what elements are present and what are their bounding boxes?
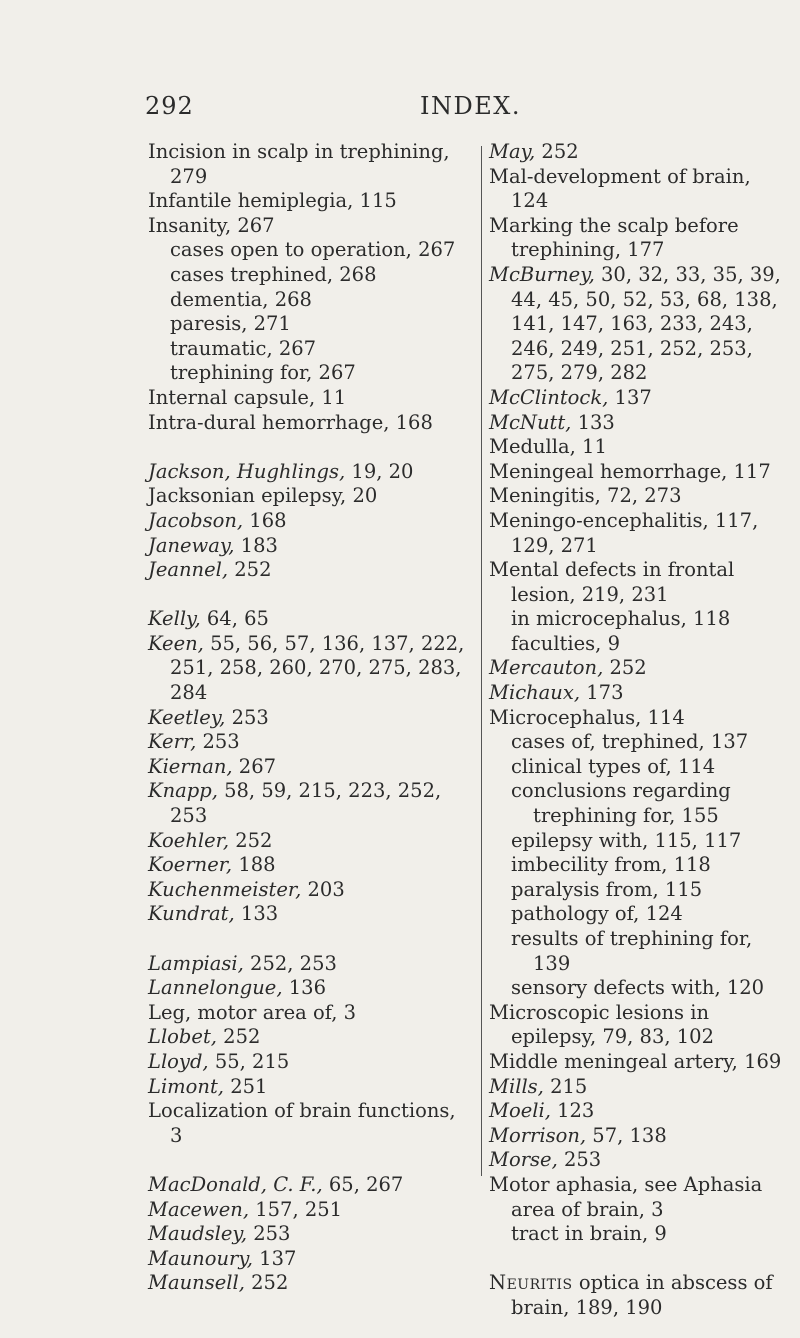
- author-name: Janeway,: [148, 533, 235, 557]
- author-name: Morse,: [489, 1148, 558, 1172]
- index-entry: [148, 902, 468, 927]
- index-entry: [148, 829, 468, 854]
- page-refs: 253: [557, 1148, 602, 1172]
- index-entry: Microcephalus, 114: [489, 705, 685, 729]
- index-entry: Marking the scalp before trephining, 177: [489, 213, 739, 262]
- page-refs: 252: [603, 656, 647, 680]
- index-subentry: pathology of, 124: [511, 902, 683, 926]
- index-entry: [148, 976, 468, 1001]
- entry-gap: [148, 1148, 468, 1173]
- page-refs: 252: [535, 140, 579, 163]
- index-entry: [489, 681, 794, 706]
- index-entry: [148, 1222, 468, 1247]
- index-subentry: cases open to operation, 267: [170, 238, 456, 262]
- index-subentry: trephining for, 267: [170, 361, 356, 385]
- author-name: Maunsell,: [148, 1271, 245, 1295]
- page-refs: 252: [216, 1025, 261, 1049]
- index-entry: Meningo-encephalitis, 117, 129, 271: [489, 508, 759, 557]
- page-refs: 133: [234, 902, 279, 926]
- page-refs: 252: [229, 828, 273, 852]
- index-entry: [148, 1198, 468, 1223]
- index-entry: [148, 706, 468, 731]
- page-number: 292: [145, 92, 194, 120]
- index-entry: [148, 1075, 468, 1100]
- index-entry: [489, 1271, 794, 1320]
- index-entry: [148, 509, 468, 534]
- page-refs: 133: [571, 410, 615, 434]
- author-name: McNutt,: [489, 410, 572, 434]
- author-name: May,: [489, 140, 536, 163]
- index-entry: [148, 1050, 468, 1075]
- page-refs: 30, 32, 33, 35, 39, 44, 45, 50, 52, 53, 68, 138, 141, 147, 163, 233, 243, 246, 249, 251, 252, 253, 275, 279, 282: [511, 262, 781, 385]
- page-refs: 55, 56, 57, 136, 137, 222, 251, 258, 260, 270, 275, 283, 284: [170, 631, 465, 705]
- index-entry: [489, 1148, 794, 1173]
- index-entry: Mental defects in frontal lesion, 219, 231: [489, 558, 735, 606]
- index-subentry: epilepsy with, 115, 117: [511, 828, 742, 852]
- page-refs: 252: [244, 1271, 289, 1295]
- index-subentry: paralysis from, 115: [511, 877, 703, 901]
- right-index-column: [489, 140, 794, 1321]
- index-entry: Jacksonian epilepsy, 20: [148, 484, 378, 508]
- index-entry: [148, 534, 468, 559]
- author-name: Maunoury,: [148, 1246, 253, 1270]
- author-name: Jacobson,: [148, 508, 244, 532]
- index-subentry: clinical types of, 114: [511, 754, 716, 778]
- index-entry: Intra-dural hemorrhage, 168: [148, 410, 433, 434]
- index-subentry: sensory defects with, 120: [511, 976, 765, 1000]
- index-entry: [148, 952, 468, 977]
- index-entry: Localization of brain functions, 3: [148, 1099, 456, 1147]
- index-entry: Middle meningeal artery, 169: [489, 1049, 782, 1073]
- author-name: Koehler,: [148, 828, 230, 852]
- author-name: Mills,: [489, 1074, 544, 1098]
- author-name: Morrison,: [489, 1123, 587, 1147]
- author-name: Lannelongue,: [148, 976, 283, 1000]
- index-entry: [148, 558, 468, 583]
- page-refs: 64, 65: [200, 607, 269, 631]
- author-name: Mercauton,: [489, 656, 604, 680]
- index-entry: Insanity, 267: [148, 213, 275, 237]
- index-entry: [489, 140, 794, 165]
- page-refs: 203: [301, 877, 345, 901]
- author-name: Kuchenmeister,: [148, 877, 302, 901]
- index-entry: Internal capsule, 11: [148, 385, 347, 409]
- page-refs: 188: [232, 853, 276, 877]
- index-entry: Meningitis, 72, 273: [489, 484, 682, 508]
- entry-text: optica in abscess of brain, 189, 190: [511, 1271, 773, 1319]
- index-entry: Medulla, 11: [489, 435, 607, 459]
- index-entry: [489, 1124, 794, 1149]
- index-entry: [489, 656, 794, 681]
- index-entry: Meningeal hemorrhage, 117: [489, 459, 771, 483]
- index-entry: Motor aphasia, see Aphasia: [489, 1172, 763, 1196]
- index-entry: [148, 607, 468, 632]
- page-refs: 137: [608, 385, 652, 409]
- page-refs: 253: [247, 1222, 291, 1246]
- author-name: Kundrat,: [148, 902, 235, 926]
- author-name: Lloyd,: [148, 1049, 209, 1073]
- index-entry: [148, 755, 468, 780]
- page-refs: 55, 215: [208, 1049, 290, 1073]
- index-entry: [148, 632, 468, 706]
- index-entry: [148, 1025, 468, 1050]
- page-refs: 251: [224, 1074, 268, 1098]
- author-name: Koerner,: [148, 853, 233, 877]
- index-entry: [148, 878, 468, 903]
- author-name: Kelly,: [148, 607, 201, 631]
- running-head: INDEX.: [420, 92, 521, 120]
- index-subentry: tract in brain, 9: [511, 1222, 667, 1246]
- index-subentry: in microcephalus, 118: [511, 607, 731, 631]
- page-refs: 173: [580, 681, 624, 705]
- index-entry: Microscopic lesions in epilepsy, 79, 83, 102: [489, 1000, 714, 1049]
- page-refs: 168: [243, 508, 287, 532]
- author-name: Kiernan,: [148, 754, 233, 778]
- index-entry: [489, 386, 794, 411]
- index-entry: [148, 460, 468, 485]
- index-entry: [489, 1075, 794, 1100]
- index-subentry: paresis, 271: [170, 312, 291, 336]
- index-subentry: traumatic, 267: [170, 336, 317, 360]
- author-name: Jackson, Hughlings,: [148, 459, 346, 483]
- page-refs: 19, 20: [345, 459, 414, 483]
- author-name: Michaux,: [489, 681, 581, 705]
- index-entry: [489, 263, 794, 386]
- entry-gap: [489, 1247, 794, 1272]
- page-refs: 57, 138: [586, 1123, 667, 1147]
- author-name: Keen,: [148, 631, 204, 655]
- index-subentry: dementia, 268: [170, 287, 312, 311]
- author-name: McBurney,: [489, 262, 595, 286]
- index-subentry: results of trephining for, 139: [511, 927, 753, 975]
- author-name: Llobet,: [148, 1025, 217, 1049]
- page-refs: 253: [196, 730, 240, 754]
- index-subentry: faculties, 9: [511, 631, 620, 655]
- page-refs: 215: [543, 1074, 588, 1098]
- page-refs: 123: [550, 1099, 595, 1123]
- page-refs: 252: [228, 558, 272, 582]
- page-header: [0, 92, 800, 132]
- index-entry: [148, 1271, 468, 1296]
- author-name: Kerr,: [148, 730, 197, 754]
- index-entry: [148, 1247, 468, 1272]
- index-entry: Infantile hemiplegia, 115: [148, 189, 397, 213]
- page-refs: 137: [252, 1246, 297, 1270]
- heading-word: Neuritis: [489, 1271, 573, 1295]
- column-divider: [481, 146, 482, 1176]
- author-name: Maudsley,: [148, 1222, 248, 1246]
- index-entry: [489, 1099, 794, 1124]
- index-subentry: cases of, trephined, 137: [511, 730, 749, 754]
- entry-gap: [148, 435, 468, 460]
- index-subentry: imbecility from, 118: [511, 853, 711, 877]
- index-entry: [489, 411, 794, 436]
- page-refs: 65, 267: [322, 1172, 404, 1196]
- author-name: Knapp,: [148, 779, 218, 803]
- page-refs: 252, 253: [243, 951, 337, 975]
- left-index-column: [148, 140, 468, 1296]
- entry-gap: [148, 927, 468, 952]
- index-subentry: conclusions regarding trephining for, 155: [511, 779, 731, 828]
- author-name: Limont,: [148, 1074, 225, 1098]
- page-refs: 183: [234, 533, 278, 557]
- page-refs: 267: [232, 754, 277, 778]
- author-name: MacDonald, C. F.,: [148, 1172, 323, 1196]
- index-entry: Mal-development of brain, 124: [489, 164, 751, 213]
- page-refs: 136: [282, 976, 326, 1000]
- index-entry: [148, 730, 468, 755]
- author-name: Moeli,: [489, 1099, 551, 1123]
- author-name: Lampiasi,: [148, 951, 244, 975]
- page-refs: 253: [225, 705, 269, 729]
- page-refs: 157, 251: [249, 1197, 343, 1221]
- index-entry: Incision in scalp in trephining, 279: [148, 140, 450, 188]
- author-name: Jeannel,: [148, 558, 229, 582]
- index-entry: [148, 779, 468, 828]
- index-entry: Leg, motor area of, 3: [148, 1000, 357, 1024]
- index-entry: [148, 853, 468, 878]
- index-subentry: cases trephined, 268: [170, 262, 377, 286]
- page-refs: 58, 59, 215, 223, 252, 253: [170, 779, 442, 828]
- author-name: Macewen,: [148, 1197, 250, 1221]
- index-subentry: area of brain, 3: [511, 1197, 664, 1221]
- entry-gap: [148, 583, 468, 608]
- index-entry: [148, 1173, 468, 1198]
- author-name: Keetley,: [148, 705, 226, 729]
- author-name: McClintock,: [489, 385, 609, 409]
